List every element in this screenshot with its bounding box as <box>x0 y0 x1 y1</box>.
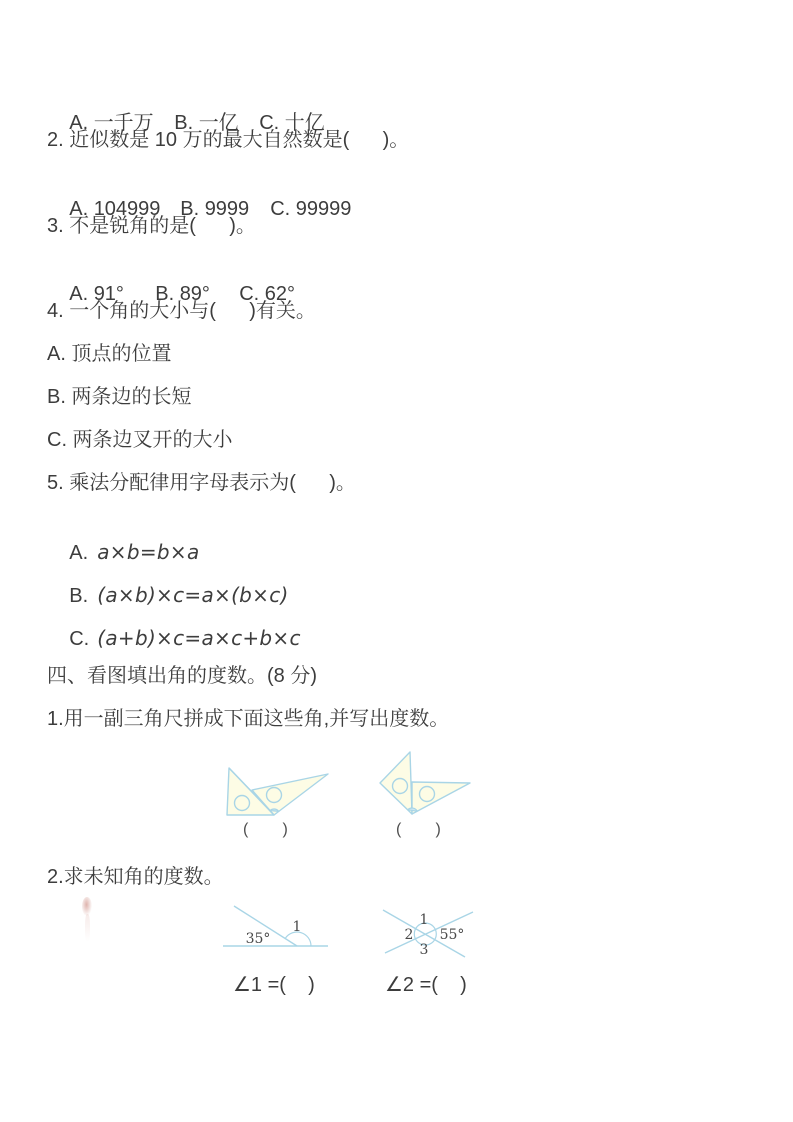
section-4-sub2: 2.求未知角的度数。 <box>47 866 224 888</box>
option-formula: (a+b)×c=a×c+b×c <box>97 626 301 650</box>
option-letter: A. <box>69 542 89 564</box>
option-b: B. 9999 <box>180 198 250 220</box>
option-a: A. 一千万 <box>69 112 154 134</box>
scan-stain-smear <box>85 914 90 942</box>
option-a: A. 104999 <box>69 198 161 220</box>
angle-35-label: 35° <box>245 931 271 947</box>
option-letter: C. <box>69 628 90 650</box>
question-4-option-c: C. 两条边叉开的大小 <box>47 429 233 451</box>
angle-3-label: 3 <box>419 942 429 958</box>
option-c: C. 十亿 <box>259 112 325 134</box>
answer-angle-2: ∠2 =( ) <box>385 974 467 996</box>
option-c: C. 62° <box>239 283 296 305</box>
angle-figure-35 <box>223 906 328 947</box>
option-b: B. 89° <box>155 283 210 305</box>
triangle-ruler-figure-1 <box>227 768 328 815</box>
option-formula: a×b=b×a <box>97 540 200 564</box>
option-formula: (a×b)×c=a×(b×c) <box>97 583 289 607</box>
option-letter: B. <box>69 585 89 607</box>
angle-1-label: 1 <box>419 912 429 928</box>
question-4-option-a: A. 顶点的位置 <box>47 343 172 365</box>
option-a: A. 91° <box>69 283 124 305</box>
answer-angle-1: ∠1 =( ) <box>233 974 315 996</box>
triangle-ruler-figure-2 <box>380 752 470 814</box>
section-4-heading: 四、看图填出角的度数。(8 分) <box>47 665 317 687</box>
angle-figures <box>0 896 793 966</box>
section-4-sub1: 1.用一副三角尺拼成下面这些角,并写出度数。 <box>47 708 450 730</box>
question-5-stem: 5. 乘法分配律用字母表示为( )。 <box>47 472 356 494</box>
question-3-stem: 3. 不是锐角的是( )。 <box>47 215 256 237</box>
figure-1-answer-blank: ( ) <box>243 821 290 838</box>
angle-55-label: 55° <box>439 927 465 943</box>
angle-figure-cross <box>383 910 473 958</box>
angle-2-label: 2 <box>404 927 414 943</box>
figure-2-answer-blank: ( ) <box>396 821 443 838</box>
question-2-stem: 2. 近似数是 10 万的最大自然数是( )。 <box>47 129 410 151</box>
question-4-stem: 4. 一个角的大小与( )有关。 <box>47 300 316 322</box>
option-c: C. 99999 <box>270 198 352 220</box>
option-b: B. 一亿 <box>174 112 239 134</box>
question-4-option-b: B. 两条边的长短 <box>47 386 192 408</box>
angle-1-label: 1 <box>292 919 302 935</box>
